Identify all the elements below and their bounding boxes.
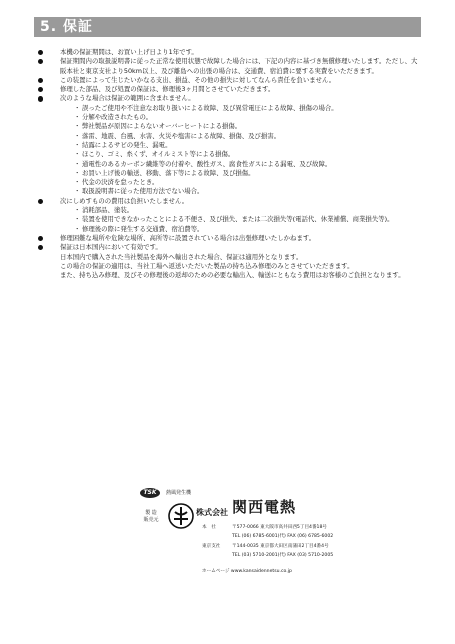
exclusion-item: ・ 通電性のあるカーボン繊維等の付着や、酸性ガス、腐食性ガスによる漏電、及び故障。 bbox=[74, 159, 332, 168]
warranty-item-text: 修理した部品、及び処置の保証は、修理後3ヶ月間とさせていただきます。 bbox=[60, 85, 275, 94]
cost-item: ・ 装置を使用できなかったことによる不便さ、及び損失、または二次損失等(電話代、休業補償、商業損失等)。 bbox=[74, 215, 394, 224]
exclusion-item: ・ 落雷、地震、台風、水害、火災や塩害による故障、損傷、及び損害。 bbox=[74, 131, 281, 140]
company-logo-icon bbox=[168, 503, 194, 529]
bullet-icon bbox=[38, 199, 43, 204]
section-header bbox=[34, 17, 421, 37]
warranty-item-text: 本機の保証期間は、お買い上げ日より1年です。 bbox=[60, 48, 198, 56]
exclusion-item: ・ ほこり、ゴミ、糸くず、オイルミスト等による損傷。 bbox=[74, 150, 235, 159]
warranty-content bbox=[38, 48, 418, 280]
exclusion-item: ・ 分解や改造されたもの。 bbox=[74, 113, 153, 122]
exclusion-item: ・ 代金の決済を怠ったとき。 bbox=[74, 178, 159, 187]
warranty-item bbox=[38, 48, 418, 57]
company-prefix: 株式会社 bbox=[196, 508, 228, 517]
address-line: TEL (06) 6785-6001(代) FAX (06) 6785-6002 bbox=[232, 534, 334, 539]
bullet-icon bbox=[38, 59, 43, 64]
warranty-item-text: 修理困難な場所や危険な場所、高所等に設置されている場合は出張修理いたしかねます。 bbox=[60, 233, 316, 242]
warranty-item bbox=[38, 94, 418, 103]
warranty-item-text: 次のような場合は保証の範囲に含まれません。 bbox=[60, 94, 195, 103]
warranty-item bbox=[38, 57, 418, 76]
exclusion-item: ・ お買い上げ後の輸送、移動、落下等による故障、及び損傷。 bbox=[74, 168, 255, 177]
bullet-icon bbox=[38, 96, 43, 101]
exclusion-item: ・ 弊社製品が原因によらないオーバーヒートによる損傷。 bbox=[74, 122, 242, 131]
warranty-item-text: 次にしめすものの費用は負担いたしません。 bbox=[60, 196, 189, 205]
exclusion-item: ・ 取扱説明書に従った使用方法でない場合。 bbox=[74, 187, 204, 196]
warranty-item-text: 保証期間内の取扱説明書に従った正常な使用状態で故障した場合には、下記の内容に基づき無償修理いたします。ただし、大阪本社と東京支社より50km以上、及び離島への出張の場合は、交通費、宿泊費に要する実費をいただきます。 bbox=[60, 57, 418, 75]
bullet-icon bbox=[38, 236, 43, 241]
section-title: 5. 保証 bbox=[40, 19, 93, 35]
product-label: 熱風発生機 bbox=[166, 490, 192, 496]
company-name: 関西電熱 bbox=[232, 498, 297, 516]
warranty-item bbox=[38, 243, 418, 252]
warranty-item bbox=[38, 234, 418, 243]
bullet-icon bbox=[38, 87, 43, 92]
exclusion-item: ・ 結露によるサビの発生、漏電。 bbox=[74, 140, 172, 149]
bullet-icon bbox=[38, 50, 43, 55]
cost-item: ・ 消耗部品、塗装。 bbox=[74, 206, 134, 215]
note-paragraph: 日本国内で購入された当社製品を海外へ輸出された場合、保証は適用外となります。 bbox=[60, 252, 303, 261]
cost-item: ・ 修理後の際に発生する交通費、宿泊費等。 bbox=[74, 224, 204, 233]
warranty-item-text: この装置によって生じたいかなる支出、損益、その他の損失に対してなんら責任を負いません。 bbox=[60, 75, 336, 84]
maker-label: 製 造 販売元 bbox=[143, 510, 159, 523]
note-paragraph: また、持ち込み修理、及びその修理後の返却のための必要な輸出入、輸送にともなう費用はお客様のご負担となります。 bbox=[60, 271, 405, 280]
warranty-item bbox=[38, 197, 418, 206]
address-line: 本 社 〒577-0066 東大阪市高井田西5丁目4番18号 bbox=[202, 525, 327, 530]
note-paragraph: この場合の保証の適用は、当社工場へ返送いただいた製品の持ち込み修理のみとさせていただきます。 bbox=[60, 261, 354, 270]
address-line: 東京支社 〒144-0035 東京都大田区南蒲田2丁目4番4号 bbox=[202, 544, 329, 549]
bullet-icon bbox=[38, 245, 43, 250]
exclusion-item: ・ 誤ったご使用や不注意なお取り扱いによる故障、及び異常電圧による故障、損傷の場合。 bbox=[74, 103, 338, 112]
warranty-item bbox=[38, 76, 418, 85]
bullet-icon bbox=[38, 78, 43, 83]
warranty-item-text: 保証は日本国内において有効です。 bbox=[60, 243, 162, 252]
address-line: TEL (03) 5710-2001(代) FAX (03) 5710-2005 bbox=[232, 553, 334, 558]
homepage-link[interactable]: ホームページ www.kansaidennetsu.co.jp bbox=[202, 569, 292, 574]
tsk-logo: TSK bbox=[140, 488, 160, 498]
